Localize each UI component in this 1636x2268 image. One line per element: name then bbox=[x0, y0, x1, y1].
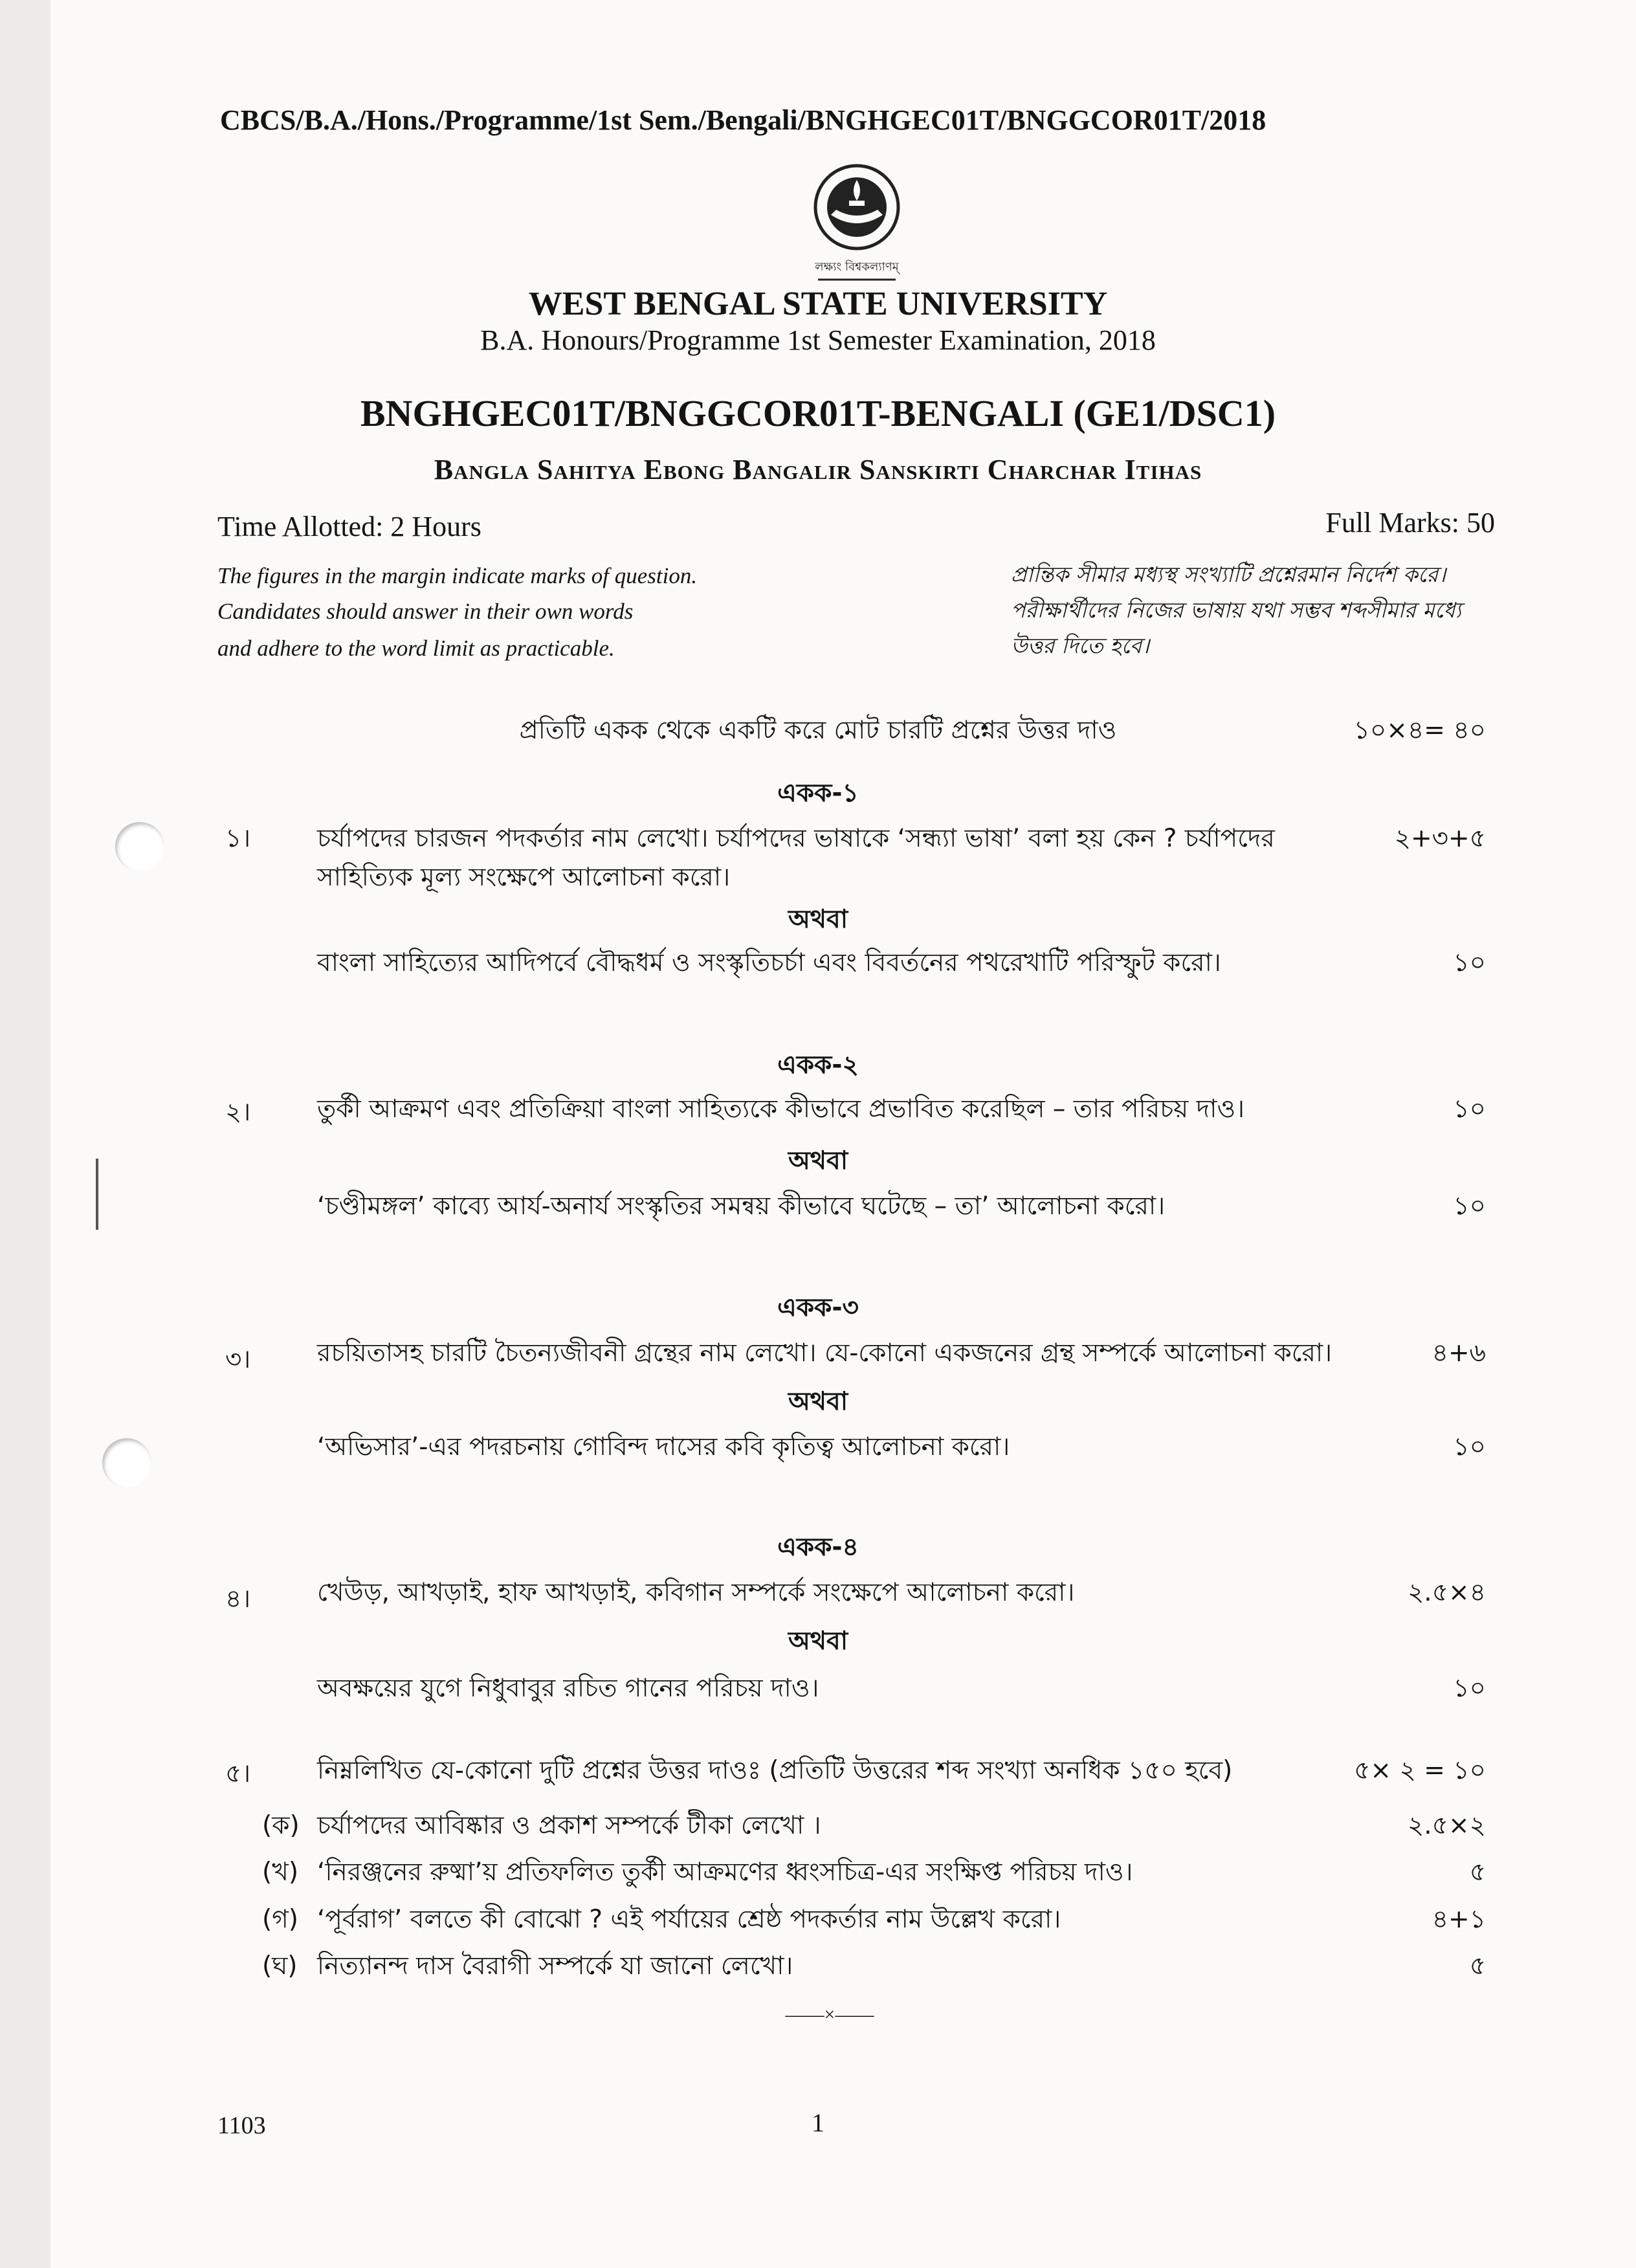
question-marks: ১০ bbox=[1453, 1095, 1486, 1124]
sub-question-marks: ৪+১ bbox=[1432, 1905, 1486, 1934]
sub-question-label: (ঘ) bbox=[262, 1951, 298, 1981]
punch-hole bbox=[102, 1438, 151, 1487]
punch-hole bbox=[115, 822, 164, 871]
sub-question-text: ‘নিরঞ্জনের রুষ্মা’য় প্রতিফলিত তুর্কী আক্রমণের ধ্বংসচিত্র-এর সংক্ষিপ্ত পরিচয় দাও। bbox=[317, 1858, 1133, 1887]
full-marks: Full Marks: 50 bbox=[1325, 507, 1495, 539]
question-marks: ৫× ২ = ১০ bbox=[1354, 1756, 1486, 1785]
sub-question-marks: ২.৫×২ bbox=[1407, 1811, 1486, 1840]
sub-question-text: ‘পূর্বরাগ’ বলতে কী বোঝো ? এই পর্যায়ের শ্রেষ্ঠ পদকর্তার নাম উল্লেখ করো। bbox=[317, 1905, 1061, 1934]
question-number: ২। bbox=[225, 1098, 251, 1127]
page-number: 1 bbox=[812, 2108, 824, 2137]
or-label: অথবা bbox=[788, 1146, 848, 1175]
time-allotted: Time Allotted: 2 Hours bbox=[217, 511, 481, 542]
question-marks: ১০ bbox=[1453, 1432, 1486, 1462]
unit-heading: একক-৪ bbox=[777, 1533, 859, 1562]
question-marks: ১০ bbox=[1453, 948, 1486, 977]
sub-question-text: নিত্যানন্দ দাস বৈরাগী সম্পর্কে যা জানো লেখো। bbox=[317, 1951, 793, 1981]
sub-question-label: (গ) bbox=[262, 1905, 298, 1934]
or-label: অথবা bbox=[788, 1387, 848, 1416]
logo-motto: লক্ষ্যং বিশ্বকল্যাণম্ bbox=[815, 260, 899, 274]
question-marks: ২+৩+৫ bbox=[1394, 824, 1486, 853]
question-text: রচয়িতাসহ চারটি চৈতন্যজীবনী গ্রন্থের নাম লেখো। যে-কোনো একজনের গ্রন্থ সম্পর্কে আলোচনা করো। bbox=[317, 1339, 1332, 1368]
paper-serial-code: 1103 bbox=[217, 2112, 266, 2139]
question-text: খেউড়, আখড়াই, হাফ আখড়াই, কবিগান সম্পর্কে সংক্ষেপে আলোচনা করো। bbox=[317, 1578, 1075, 1607]
note-bengali-line: প্রান্তিক সীমার মধ্যস্থ সংখ্যাটি প্রশ্নেরমান নির্দেশ করে। bbox=[1011, 562, 1446, 587]
question-text: চর্যাপদের চারজন পদকর্তার নাম লেখো। চর্যাপদের ভাষাকে ‘সন্ধ্যা ভাষা’ বলা হয় কেন ? চর্যাপদের bbox=[317, 824, 1275, 853]
unit-heading: একক-২ bbox=[777, 1051, 859, 1080]
question-text: তুর্কী আক্রমণ এবং প্রতিক্রিয়া বাংলা সাহিত্যকে কীভাবে প্রভাবিত করেছিল – তার পরিচয় দাও। bbox=[317, 1095, 1245, 1124]
paper-title: BNGHGEC01T/BNGGCOR01T-BENGALI (GE1/DSC1) bbox=[360, 392, 1276, 434]
sub-question-marks: ৫ bbox=[1469, 1951, 1486, 1981]
exam-title: B.A. Honours/Programme 1st Semester Examination, 2018 bbox=[480, 324, 1156, 356]
alternative-question: বাংলা সাহিত্যের আদিপর্বে বৌদ্ধধর্ম ও সংস্কৃতিচর্চা এবং বিবর্তনের পথরেখাটি পরিস্ফুট করো। bbox=[317, 948, 1221, 977]
or-label: অথবা bbox=[788, 905, 848, 934]
subject-title: Bangla Sahitya Ebong Bangalir Sanskirti Charchar Itihas bbox=[434, 454, 1202, 485]
note-english-line: The figures in the margin indicate marks of question. bbox=[217, 563, 698, 588]
question-marks: ৪+৬ bbox=[1432, 1339, 1486, 1368]
question-number: ১। bbox=[225, 824, 251, 853]
end-of-paper-mark: ——×—— bbox=[785, 2004, 874, 2025]
alternative-question: ‘চণ্ডীমঙ্গল’ কাব্যে আর্য-অনার্য সংস্কৃতির সমন্বয় কীভাবে ঘটেছে – তা’ আলোচনা করো। bbox=[317, 1192, 1166, 1221]
unit-heading: একক-৩ bbox=[777, 1293, 859, 1322]
question-marks: ১০ bbox=[1453, 1674, 1486, 1703]
paper-code-line: CBCS/B.A./Hons./Programme/1st Sem./Bengali/BNGHGEC01T/BNGGCOR01T/2018 bbox=[220, 104, 1266, 136]
note-bengali-line: পরীক্ষার্থীদের নিজের ভাষায় যথা সম্ভব শব্দসীমার মধ্যে bbox=[1011, 597, 1462, 623]
question-text: সাহিত্যিক মূল্য সংক্ষেপে আলোচনা করো। bbox=[317, 863, 731, 892]
instruction-marks: ১০×৪= ৪০ bbox=[1353, 716, 1486, 745]
note-bengali-line: উত্তর দিতে হবে। bbox=[1011, 633, 1150, 658]
alternative-question: অবক্ষয়ের যুগে নিধুবাবুর রচিত গানের পরিচয় দাও। bbox=[317, 1674, 819, 1703]
or-label: অথবা bbox=[788, 1627, 848, 1656]
sub-question-label: (ক) bbox=[262, 1811, 300, 1840]
university-name: WEST BENGAL STATE UNIVERSITY bbox=[528, 285, 1108, 322]
note-english-line: and adhere to the word limit as practicable. bbox=[217, 636, 615, 661]
alternative-question: ‘অভিসার’-এর পদরচনায় গোবিন্দ দাসের কবি কৃতিত্ব আলোচনা করো। bbox=[317, 1432, 1010, 1462]
note-english-line: Candidates should answer in their own words bbox=[217, 599, 634, 624]
sub-question-marks: ৫ bbox=[1469, 1858, 1486, 1887]
question-marks: ২.৫×৪ bbox=[1407, 1578, 1486, 1607]
university-logo bbox=[799, 162, 915, 291]
question-number: ৫। bbox=[225, 1759, 251, 1788]
sub-question-label: (খ) bbox=[262, 1858, 299, 1887]
question-number: ৩। bbox=[225, 1345, 251, 1374]
general-instruction: প্রতিটি একক থেকে একটি করে মোট চারটি প্রশ্নের উত্তর দাও bbox=[519, 716, 1117, 745]
question-marks: ১০ bbox=[1453, 1192, 1486, 1221]
sub-question-text: চর্যাপদের আবিষ্কার ও প্রকাশ সম্পর্কে টীকা লেখো । bbox=[317, 1811, 821, 1840]
question-text: নিম্নলিখিত যে-কোনো দুটি প্রশ্নের উত্তর দাওঃ (প্রতিটি উত্তরের শব্দ সংখ্যা অনধিক ১৫০ হবে) bbox=[317, 1756, 1233, 1785]
question-number: ৪। bbox=[225, 1584, 251, 1614]
unit-heading: একক-১ bbox=[777, 779, 859, 808]
